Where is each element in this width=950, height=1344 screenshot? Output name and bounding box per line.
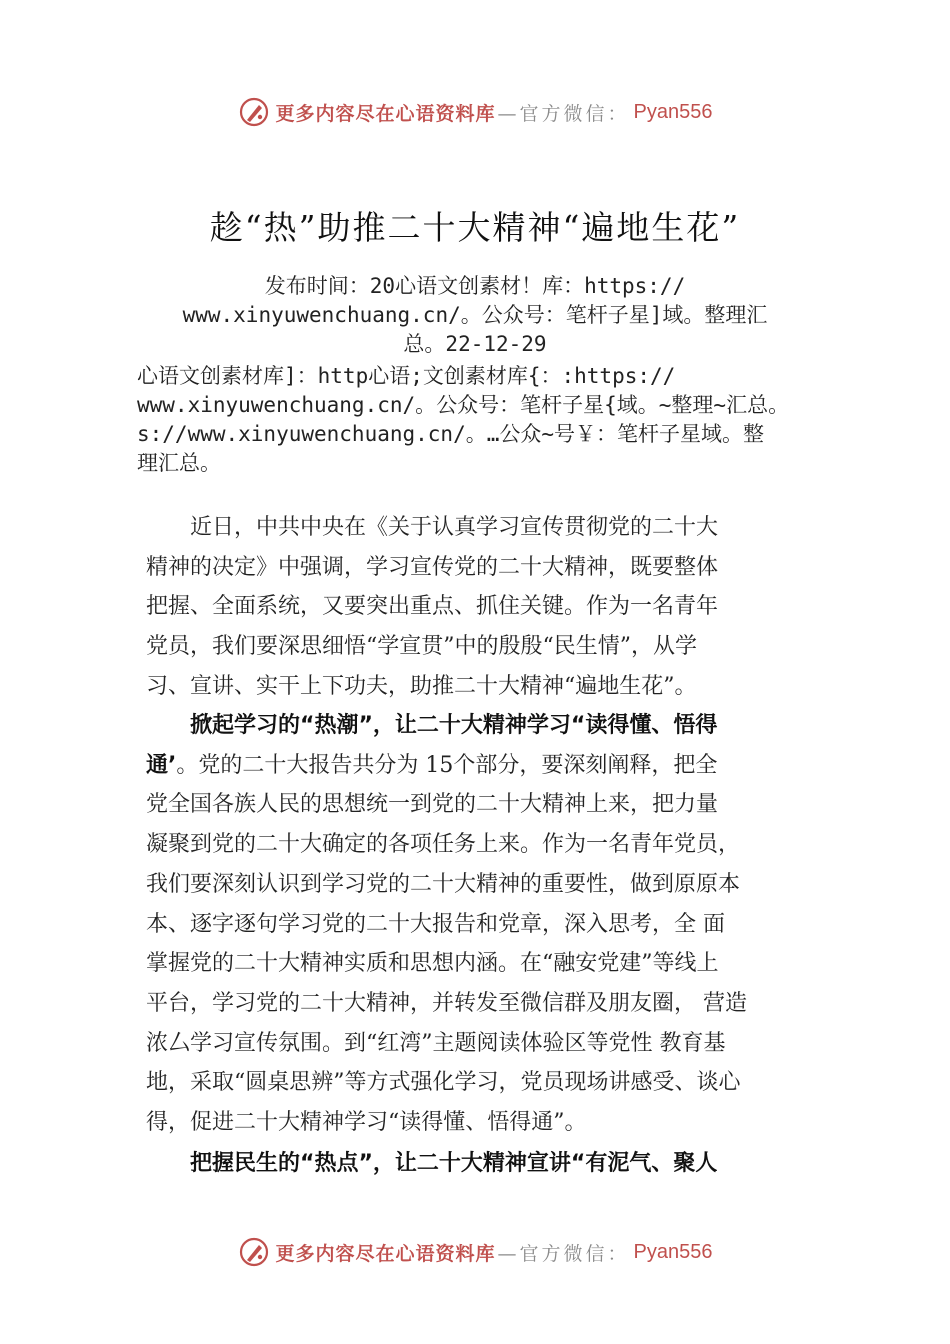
- text-line: 我们要深刻认识到学习党的二十大精神的重要性，做到原原本: [146, 871, 741, 897]
- pen-circle-logo-icon: [238, 1236, 270, 1268]
- text-line: 近日，中共中央在《关于认真学习宣传贯彻党的二十大: [190, 515, 719, 540]
- banner-text: 更多内容尽在心语资料库: [275, 1242, 496, 1265]
- text-line: 平台，学习党的二十大精神，并转发至微信群及朋友圈， 营造: [146, 990, 747, 1016]
- text-line-rest: 。党的二十大报告共分为 15个部分，要深刻阐释，把全: [176, 752, 718, 778]
- text-line: 掌握党的二十大精神实质和思想内涵。在“融安党建”等线上: [146, 951, 719, 977]
- meta-line: s://www.xinyuwenchuang.cn/。…公众~号￥：笔杆子星域。整: [137, 422, 765, 446]
- text-line: 党全国各族人民的思想统一到党的二十大精神上来，把力量: [146, 792, 719, 818]
- section-heading: 把握民生的“热点”，让二十大精神宣讲“有泥气、聚人: [190, 1151, 718, 1176]
- text-line: [146, 746, 846, 786]
- source-meta: [137, 362, 857, 478]
- header-banner: [0, 92, 950, 132]
- text-line: 地，采取“圆桌思辨”等方式强化学习，党员现场讲感受、谈心: [146, 1070, 741, 1096]
- text-line: 精神的决定》中强调，学习宣传党的二十大精神，既要整体: [146, 554, 719, 580]
- text-line: 把握、全面系统，又要突出重点、抓住关键。作为一名青年: [146, 594, 719, 620]
- banner-text: 更多内容尽在心语资料库: [275, 102, 496, 125]
- document-title: 趁“热”助推二十大精神“遍地生花”: [209, 208, 741, 247]
- meta-line: www.xinyuwenchuang.cn/。公众号：笔杆子星]域。整理汇: [182, 303, 768, 327]
- meta-line: www.xinyuwenchuang.cn/。公众号：笔杆子星{域。~整理~汇总。: [137, 393, 790, 417]
- section-heading: 掀起学习的“热潮”，让二十大精神学习“读得懂、悟得: [190, 713, 718, 738]
- banner-label: —官方微信：: [497, 102, 630, 125]
- meta-line: 发布时间：20心语文创素材！库：https://: [264, 274, 686, 298]
- banner-handle: Pyan556: [633, 100, 713, 123]
- text-line: 凝聚到党的二十大确定的各项任务上来。作为一名青年党员，: [146, 832, 741, 858]
- text-line: 本、逐字逐句学习党的二十大报告和党章，深入思考，全 面: [146, 911, 725, 937]
- text-line: 习、宣讲、实干上下功夫，助推二十大精神“遍地生花”。: [146, 673, 697, 699]
- pen-circle-logo-icon: [238, 96, 270, 128]
- text-line: 党员，我们要深思细悟“学宣贯”中的殷殷“民生情”，从学: [146, 634, 697, 660]
- paragraph-study: [146, 706, 846, 1143]
- paragraph-intro: [146, 508, 846, 707]
- meta-line: 理汇总。: [137, 451, 221, 475]
- section-heading-tail: 通’: [146, 752, 177, 778]
- publish-meta: [0, 272, 950, 359]
- paragraph-livelihood: [146, 1144, 846, 1184]
- meta-line: 总。22-12-29: [403, 332, 547, 356]
- banner-handle: Pyan556: [633, 1240, 713, 1263]
- text-line: 浓厶学习宣传氛围。到“红湾”主题阅读体验区等党性 教育基: [146, 1030, 726, 1056]
- text-line: 得，促进二十大精神学习“读得懂、悟得通”。: [146, 1110, 587, 1136]
- meta-line: 心语文创素材库]：http心语;文创素材库{：:https://: [137, 364, 676, 388]
- banner-label: —官方微信：: [497, 1242, 630, 1265]
- footer-banner: [0, 1232, 950, 1272]
